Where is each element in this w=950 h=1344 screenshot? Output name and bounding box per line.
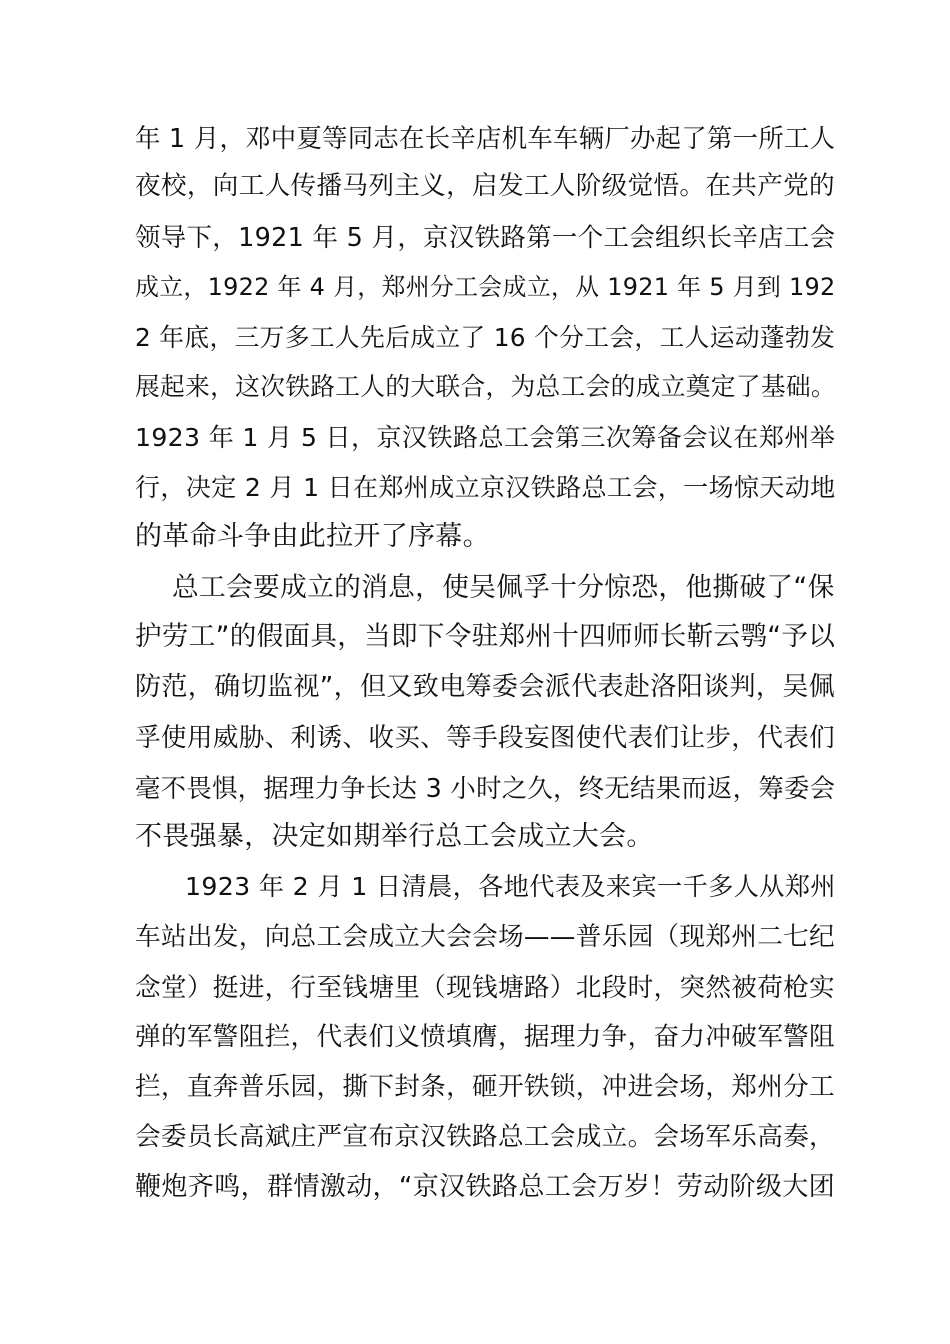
text-line-12: 防范，确切监视”，但又致电筹委会派代表赴洛阳谈判，吴佩 (135, 672, 836, 702)
text-line-14: 毫不畏惧，据理力争长达 3 小时之久，终无结果而返，筹委会 (135, 773, 836, 803)
text-line-4: 成立，1922 年 4 月，郑州分工会成立，从 1921 年 5 月到 192 (135, 273, 836, 301)
text-line-17: 车站出发，向总工会成立大会会场——普乐园（现郑州二七纪 (135, 922, 835, 952)
text-line-6: 展起来，这次铁路工人的大联合，为总工会的成立奠定了基础。 (135, 372, 836, 401)
text-line-21: 会委员长高斌庄严宣布京汉铁路总工会成立。会场军乐高奏， (135, 1122, 835, 1152)
text-line-9: 的革命斗争由此拉开了序幕。 (135, 521, 490, 552)
text-line-19: 弹的军警阻拦，代表们义愤填膺，据理力争，奋力冲破军警阻 (135, 1022, 835, 1052)
text-line-16: 1923 年 2 月 1 日清晨，各地代表及来宾一千多人从郑州 (185, 872, 836, 901)
text-line-22: 鞭炮齐鸣，群情激动，“京汉铁路总工会万岁！劳动阶级大团 (135, 1172, 836, 1202)
text-line-15: 不畏强暴，决定如期举行总工会成立大会。 (135, 821, 654, 852)
text-line-3: 领导下，1921 年 5 月，京汉铁路第一个工会组织长辛店工会 (135, 223, 836, 253)
text-line-1: 年 1 月，邓中夏等同志在长辛店机车车辆厂办起了第一所工人 (135, 123, 836, 153)
text-line-5: 2 年底，三万多工人先后成立了 16 个分工会，工人运动蓬勃发 (135, 323, 836, 352)
text-line-8: 行，决定 2 月 1 日在郑州成立京汉铁路总工会，一场惊天动地 (135, 473, 836, 502)
text-line-11: 护劳工”的假面具，当即下令驻郑州十四师师长靳云鹗“予以 (135, 621, 836, 652)
text-line-13: 孚使用威胁、利诱、收买、等手段妄图使代表们让步，代表们 (135, 723, 835, 753)
text-line-7: 1923 年 1 月 5 日，京汉铁路总工会第三次筹备会议在郑州举 (135, 423, 836, 452)
text-line-10: 总工会要成立的消息，使吴佩孚十分惊恐，他撕破了“保 (172, 572, 835, 603)
text-line-20: 拦，直奔普乐园，撕下封条，砸开铁锁，冲进会场，郑州分工 (135, 1072, 835, 1102)
text-line-18: 念堂）挺进，行至钱塘里（现钱塘路）北段时，突然被荷枪实 (135, 973, 835, 1003)
text-line-2: 夜校，向工人传播马列主义，启发工人阶级觉悟。在共产党的 (135, 171, 835, 201)
